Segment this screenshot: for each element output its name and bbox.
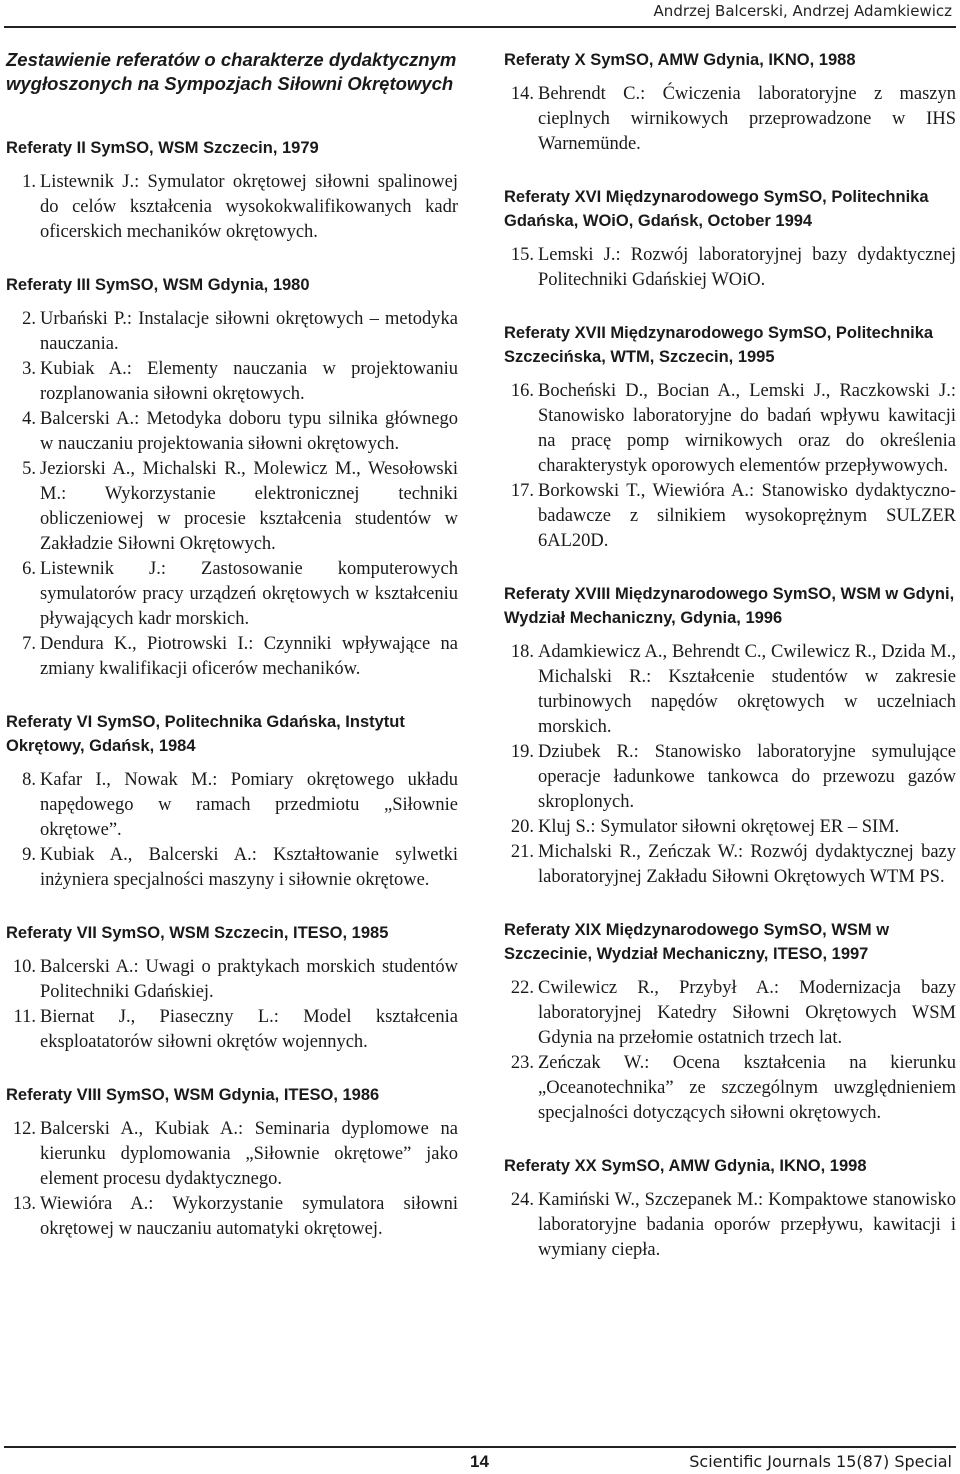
reference-item <box>504 640 956 740</box>
left-sections <box>6 136 458 1242</box>
reference-section <box>6 1083 458 1242</box>
reference-item <box>504 815 956 840</box>
reference-number: 13. <box>12 1194 36 1214</box>
reference-item <box>6 1192 458 1242</box>
reference-number: 10. <box>12 957 36 977</box>
reference-number: 14. <box>510 84 534 104</box>
reference-number: 2. <box>22 309 36 329</box>
section-heading: Referaty XIX Międzynarodowego SymSO, WSM w Szczecinie, Wydział Mechaniczny, ITESO, 1997 <box>504 921 890 963</box>
reference-section <box>504 48 956 157</box>
reference-list <box>504 243 956 293</box>
reference-item <box>504 840 956 890</box>
section-heading: Referaty XVIII Międzynarodowego SymSO, WSM w Gdyni, Wydział Mechaniczny, Gdynia, 1996 <box>504 585 955 627</box>
reference-section <box>504 918 956 1126</box>
reference-list <box>6 307 458 682</box>
reference-item <box>504 1051 956 1126</box>
reference-section <box>504 582 956 890</box>
reference-number: 7. <box>22 634 36 654</box>
reference-text: Jeziorski A., Michalski R., Molewicz M., Wesołowski M.: Wykorzystanie elektronicznej techniki obliczeniowej w procesie kształcenia studentów w Zakładzie Siłowni Okrętowych. <box>40 459 458 554</box>
reference-number: 4. <box>22 409 36 429</box>
page-title: Zestawienie referatów o charakterze dydaktycznym wygłoszonych na Sympozjach Siłowni Okrętowych <box>6 49 457 94</box>
reference-item <box>6 457 458 557</box>
reference-section <box>6 273 458 682</box>
reference-number: 8. <box>22 770 36 790</box>
reference-text: Kafar I., Nowak M.: Pomiary okrętowego układu napędowego w ramach przedmiotu „Siłownie okrętowe”. <box>40 770 458 840</box>
reference-list <box>504 1188 956 1263</box>
reference-number: 18. <box>510 642 534 662</box>
section-heading: Referaty II SymSO, WSM Szczecin, 1979 <box>6 139 319 157</box>
section-heading: Referaty VIII SymSO, WSM Gdynia, ITESO, 1986 <box>6 1086 380 1104</box>
reference-list <box>6 955 458 1055</box>
reference-number: 9. <box>22 845 36 865</box>
header-divider <box>4 26 956 28</box>
reference-text: Listewnik J.: Zastosowanie komputerowych symulatorów pracy urządzeń okrętowych w kształceniu pływających kadr morskich. <box>40 559 458 629</box>
section-heading: Referaty XVII Międzynarodowego SymSO, Politechnika Szczecińska, WTM, Szczecin, 1995 <box>504 324 934 366</box>
reference-item <box>6 1117 458 1192</box>
reference-item <box>504 379 956 479</box>
reference-list <box>6 1117 458 1242</box>
reference-text: Wiewióra A.: Wykorzystanie symulatora siłowni okrętowej w nauczaniu automatyki okrętowej. <box>40 1194 458 1239</box>
section-heading: Referaty VI SymSO, Politechnika Gdańska, Instytut Okrętowy, Gdańsk, 1984 <box>6 713 405 755</box>
reference-list <box>504 976 956 1126</box>
reference-text: Adamkiewicz A., Behrendt C., Cwilewicz R., Dzida M., Michalski R.: Kształcenie studentów w zakresie turbinowych napędów okrętowych w uczelniach morskich. <box>538 642 956 737</box>
right-column <box>504 48 956 1291</box>
reference-item <box>504 243 956 293</box>
section-heading: Referaty X SymSO, AMW Gdynia, IKNO, 1988 <box>504 51 856 69</box>
reference-text: Dendura K., Piotrowski I.: Czynniki wpływające na zmiany kwalifikacji oficerów mechaników. <box>40 634 458 679</box>
reference-text: Balcerski A.: Uwagi o praktykach morskich studentów Politechniki Gdańskiej. <box>40 957 458 1002</box>
reference-number: 15. <box>510 245 534 265</box>
reference-item <box>504 740 956 815</box>
reference-item <box>6 407 458 457</box>
reference-number: 20. <box>510 817 534 837</box>
reference-item <box>6 170 458 245</box>
reference-text: Behrendt C.: Ćwiczenia laboratoryjne z maszyn cieplnych wirnikowych przeprowadzone w IHS Warnemünde. <box>538 84 956 154</box>
reference-number: 6. <box>22 559 36 579</box>
reference-item <box>6 768 458 843</box>
reference-text: Zeńczak W.: Ocena kształcenia na kierunku „Oceanotechnika” ze szczególnym uwzględnieniem specjalności dotyczących siłowni okrętowych. <box>538 1053 956 1123</box>
reference-list <box>504 379 956 554</box>
reference-section <box>6 710 458 893</box>
reference-number: 3. <box>22 359 36 379</box>
reference-item <box>6 955 458 1005</box>
reference-item <box>6 1005 458 1055</box>
reference-number: 22. <box>510 978 534 998</box>
reference-item <box>6 843 458 893</box>
reference-text: Balcerski A.: Metodyka doboru typu silnika głównego w nauczaniu projektowania siłowni okrętowych. <box>40 409 458 454</box>
reference-item <box>504 976 956 1051</box>
reference-text: Bocheński D., Bocian A., Lemski J., Raczkowski J.: Stanowisko laboratoryjne do badań wpływu kawitacji na pracę pomp wirnikowych oraz do określenia charakterystyk oporowych elementów przepływowych. <box>538 381 956 476</box>
reference-item <box>504 1188 956 1263</box>
reference-text: Borkowski T., Wiewióra A.: Stanowisko dydaktyczno-badawcze z silnikiem wysokoprężnym SULZER 6AL20D. <box>538 481 956 551</box>
reference-number: 16. <box>510 381 534 401</box>
footer-divider <box>4 1446 956 1448</box>
left-column <box>6 48 458 1270</box>
reference-text: Urbański P.: Instalacje siłowni okrętowych – metodyka nauczania. <box>40 309 458 354</box>
section-heading: Referaty XVI Międzynarodowego SymSO, Politechnika Gdańska, WOiO, Gdańsk, October 1994 <box>504 188 929 230</box>
reference-item <box>504 82 956 157</box>
reference-text: Kubiak A., Balcerski A.: Kształtowanie sylwetki inżyniera specjalności maszyny i siłownie okrętowe. <box>40 845 458 890</box>
right-sections <box>504 48 956 1263</box>
reference-list <box>6 768 458 893</box>
reference-number: 21. <box>510 842 534 862</box>
reference-text: Listewnik J.: Symulator okrętowej siłowni spalinowej do celów kształcenia wysokokwalifikowanych kadr oficerskich mechaników okrętowych. <box>40 172 458 242</box>
reference-text: Dziubek R.: Stanowisko laboratoryjne symulujące operacje ładunkowe tankowca do przewozu gazów skroplonych. <box>538 742 956 812</box>
reference-section <box>504 1154 956 1263</box>
reference-number: 24. <box>510 1190 534 1210</box>
reference-list <box>504 82 956 157</box>
reference-text: Michalski R., Zeńczak W.: Rozwój dydaktycznej bazy laboratoryjnej Zakładu Siłowni Okrętowych WTM PS. <box>538 842 956 887</box>
page-number: 14 <box>470 1452 489 1471</box>
reference-item <box>6 557 458 632</box>
reference-item <box>6 357 458 407</box>
reference-text: Cwilewicz R., Przybył A.: Modernizacja bazy laboratoryjnej Katedry Siłowni Okrętowych WSM Gdynia na przełomie ostatnich trzech lat. <box>538 978 956 1048</box>
reference-section <box>504 185 956 293</box>
section-heading: Referaty III SymSO, WSM Gdynia, 1980 <box>6 276 310 294</box>
reference-section <box>6 921 458 1055</box>
reference-number: 19. <box>510 742 534 762</box>
reference-list <box>6 170 458 245</box>
reference-number: 12. <box>12 1119 36 1139</box>
reference-number: 23. <box>510 1053 534 1073</box>
reference-number: 17. <box>510 481 534 501</box>
reference-text: Kubiak A.: Elementy nauczania w projektowaniu rozplanowania siłowni okrętowych. <box>40 359 458 404</box>
section-heading: Referaty XX SymSO, AMW Gdynia, IKNO, 1998 <box>504 1157 867 1175</box>
reference-list <box>504 640 956 890</box>
reference-number: 1. <box>22 172 36 192</box>
reference-number: 11. <box>13 1007 36 1027</box>
journal-name: Scientific Journals 15(87) Special <box>689 1452 952 1471</box>
reference-section <box>504 321 956 554</box>
reference-item <box>6 307 458 357</box>
reference-text: Kluj S.: Symulator siłowni okrętowej ER – SIM. <box>538 817 900 837</box>
reference-text: Kamiński W., Szczepanek M.: Kompaktowe stanowisko laboratoryjne badania oporów przepływu, kawitacji i wymiany ciepła. <box>538 1190 956 1260</box>
reference-item <box>504 479 956 554</box>
reference-number: 5. <box>22 459 36 479</box>
section-heading: Referaty VII SymSO, WSM Szczecin, ITESO, 1985 <box>6 924 389 942</box>
reference-text: Balcerski A., Kubiak A.: Seminaria dyplomowe na kierunku dyplomowania „Siłownie okrętowe” jako element procesu dydaktycznego. <box>40 1119 458 1189</box>
reference-text: Biernat J., Piaseczny L.: Model kształcenia eksploatatorów siłowni okrętów wojennych. <box>40 1007 458 1052</box>
reference-item <box>6 632 458 682</box>
reference-section <box>6 136 458 245</box>
running-header-authors: Andrzej Balcerski, Andrzej Adamkiewicz <box>653 2 952 20</box>
reference-text: Lemski J.: Rozwój laboratoryjnej bazy dydaktycznej Politechniki Gdańskiej WOiO. <box>538 245 956 290</box>
